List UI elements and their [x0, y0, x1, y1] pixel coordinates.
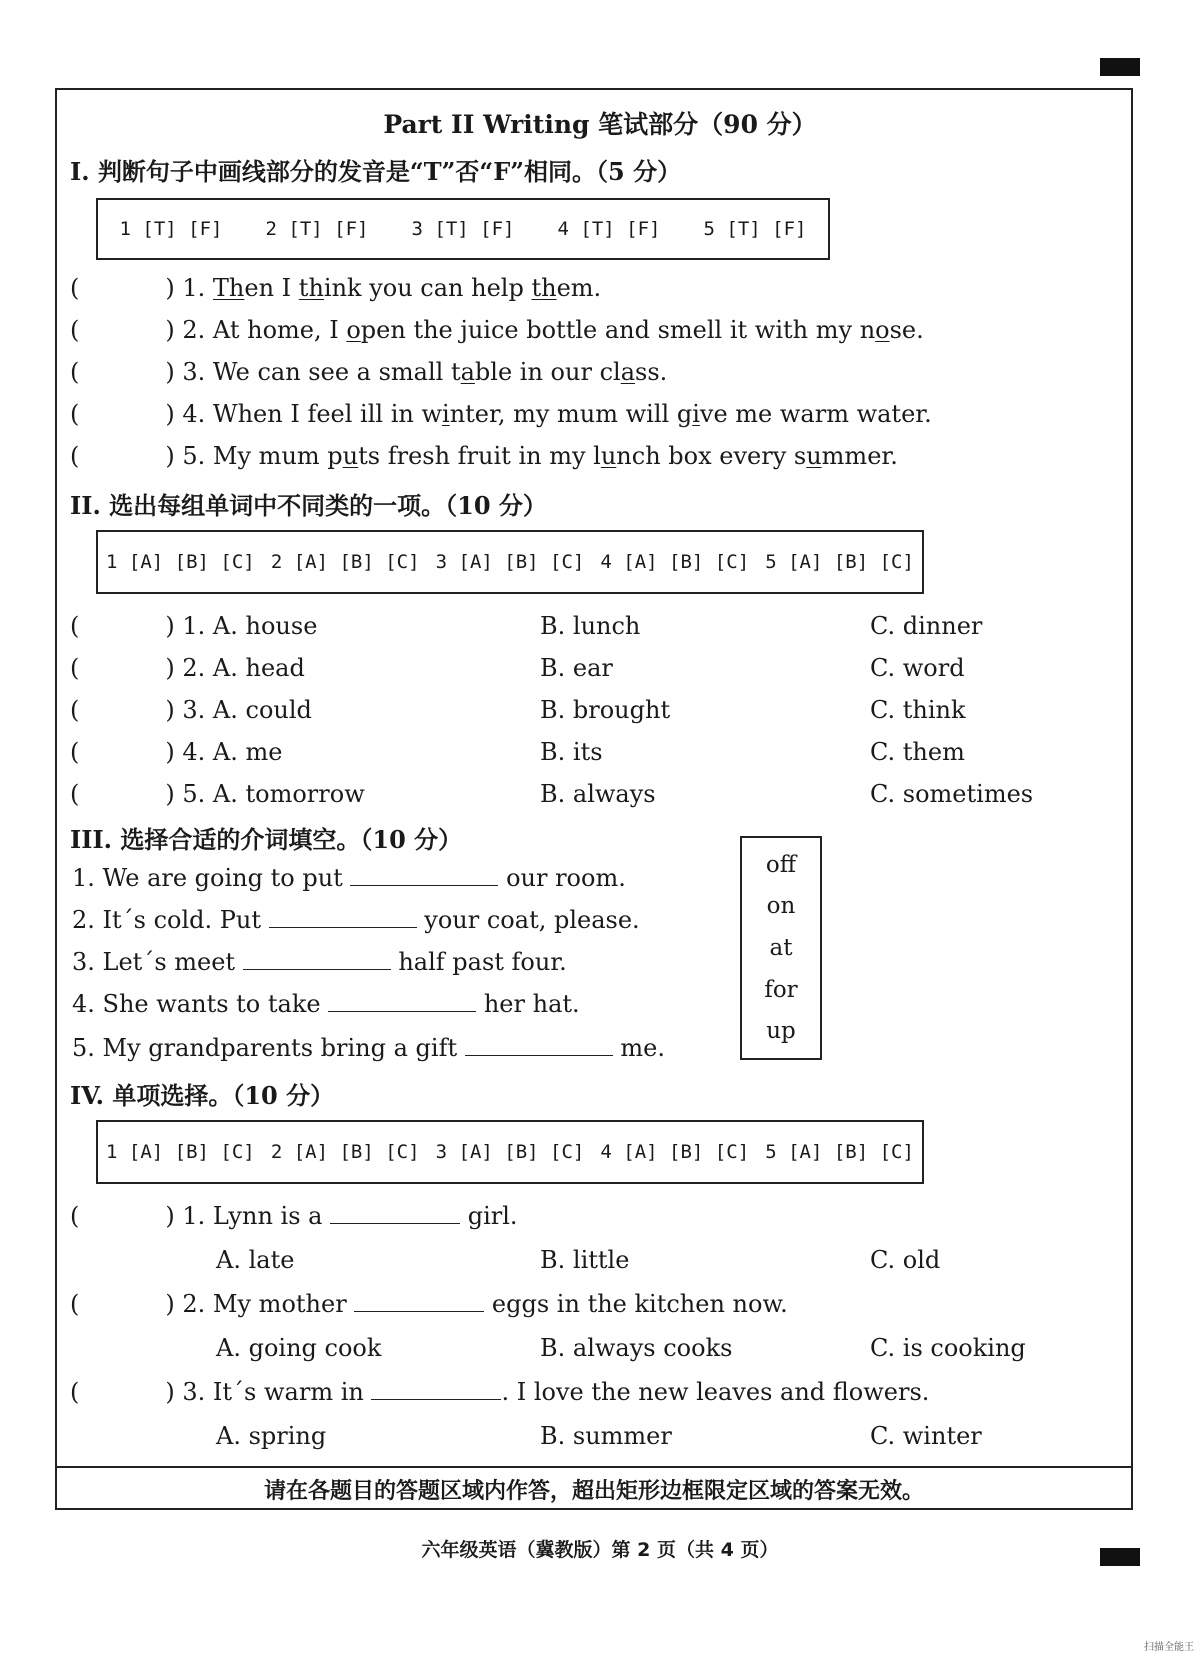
option-a: 4. A. me [182, 738, 283, 766]
option-b: B. always [540, 780, 656, 808]
question-number: 5. [182, 442, 213, 470]
answer-paren[interactable]: ( [70, 654, 80, 682]
word-option: for [764, 976, 798, 1003]
question-text: ts fresh fruit in my l [358, 442, 601, 470]
answer-bubble-group[interactable]: 3 [A] [B] [C] [435, 1141, 585, 1163]
option-c: C. think [870, 696, 966, 724]
question-text: her hat. [476, 990, 580, 1018]
question-text: ss. [635, 358, 668, 386]
section2-heading: II. 选出每组单词中不同类的一项。（10 分） [70, 491, 547, 520]
answer-paren-open[interactable]: ( [70, 316, 80, 344]
answer-paren-open[interactable]: ( [70, 442, 80, 470]
answer-paren-open[interactable]: ( [70, 274, 80, 302]
answer-paren-close: ) [165, 274, 175, 302]
question-text: ble in our cl [474, 358, 621, 386]
option-c: C. winter [870, 1422, 982, 1450]
question-row [70, 442, 1120, 470]
option-a: 1. A. house [182, 612, 318, 640]
underlined-sound: a [460, 358, 475, 386]
option-b: B. its [540, 738, 603, 766]
option-a: 5. A. tomorrow [182, 780, 365, 808]
question-row: ( ) 3. It´s warm in . I love the new leaves and flowers. [70, 1378, 930, 1406]
answer-bubble-group[interactable]: 2 [A] [B] [C] [270, 551, 420, 573]
section2-answer-sheet [96, 530, 924, 594]
underlined-sound: th [298, 274, 324, 302]
question-number: 2. [182, 316, 213, 344]
options-row [216, 1246, 1116, 1274]
option-a: 3. A. could [182, 696, 312, 724]
question-text: 2. It´s cold. Put [72, 906, 269, 934]
fill-in-row [72, 990, 580, 1018]
question-text: me. [612, 1034, 665, 1062]
fill-in-row [72, 948, 567, 976]
underlined-sound: o [875, 316, 890, 344]
option-b: B. always cooks [540, 1334, 733, 1362]
answer-blank[interactable] [330, 1203, 460, 1224]
question-text: We can see a small t [212, 358, 461, 386]
option-a: A. going cook [216, 1334, 382, 1362]
underlined-sound: th [531, 274, 557, 302]
underlined-sound: u [342, 442, 359, 470]
underlined-sound: o [346, 316, 361, 344]
question-text: My mum p [212, 442, 343, 470]
answer-bubble-group[interactable]: 5 [T] [F] [703, 218, 807, 240]
word-option: on [766, 893, 796, 920]
answer-bubble-group[interactable]: 2 [T] [F] [265, 218, 369, 240]
option-b: B. little [540, 1246, 630, 1274]
answer-blank[interactable] [243, 949, 391, 970]
answer-paren[interactable]: ( [70, 780, 80, 808]
word-option: at [769, 934, 793, 961]
question-text: mmer. [821, 442, 898, 470]
question-row [70, 400, 1120, 428]
question-number: 1. [182, 274, 213, 302]
fill-in-row [72, 1034, 665, 1062]
question-text: 1. Lynn is a [182, 1202, 331, 1230]
page-footer: 六年级英语（冀教版）第 2 页（共 4 页） [421, 1539, 779, 1561]
answer-bubble-group[interactable]: 1 [T] [F] [119, 218, 223, 240]
part-title: Part II Writing 笔试部分（90 分） [383, 110, 817, 139]
answer-blank[interactable] [328, 991, 476, 1012]
answer-bubble-group[interactable]: 4 [A] [B] [C] [600, 1141, 750, 1163]
question-row: ( ) 2. My mother eggs in the kitchen now. [70, 1290, 788, 1318]
underlined-sound: i [442, 400, 450, 428]
scanner-watermark: 扫描全能王 [1144, 1642, 1194, 1653]
answer-bubble-group[interactable]: 3 [T] [F] [411, 218, 515, 240]
answer-bubble-group[interactable]: 2 [A] [B] [C] [270, 1141, 420, 1163]
question-text: . I love the new leaves and flowers. [501, 1378, 930, 1406]
section1-heading: I. 判断句子中画线部分的发音是“T”否“F”相同。（5 分） [70, 157, 682, 186]
question-row [70, 358, 1120, 386]
option-c: C. sometimes [870, 780, 1034, 808]
answer-paren[interactable]: ( [70, 1202, 80, 1230]
option-b: B. summer [540, 1422, 672, 1450]
answer-paren-close: ) [165, 316, 175, 344]
option-b: B. lunch [540, 612, 641, 640]
question-text: en I [244, 274, 299, 302]
option-c: C. word [870, 654, 965, 682]
answer-paren-open[interactable]: ( [70, 400, 80, 428]
section3-heading: III. 选择合适的介词填空。（10 分） [70, 825, 463, 854]
preposition-word-box [740, 836, 822, 1060]
answer-paren-close: ) [165, 442, 175, 470]
options-row [216, 1422, 1116, 1450]
answer-blank[interactable] [350, 865, 498, 886]
answer-blank[interactable] [354, 1291, 484, 1312]
answer-bubble-group[interactable]: 4 [A] [B] [C] [600, 551, 750, 573]
option-a: 2. A. head [182, 654, 305, 682]
answer-paren[interactable]: ( [70, 612, 80, 640]
underlined-sound: u [806, 442, 822, 470]
answer-bubble-group[interactable]: 3 [A] [B] [C] [435, 551, 585, 573]
question-text: girl. [460, 1202, 518, 1230]
section4-answer-sheet [96, 1120, 924, 1184]
options-row [216, 1334, 1116, 1362]
question-text: When I feel ill in w [212, 400, 442, 428]
answer-paren[interactable]: ( [70, 1290, 80, 1318]
underlined-sound: a [620, 358, 635, 386]
question-text: ink you can help [323, 274, 532, 302]
question-text: nter, my mum will g [449, 400, 693, 428]
question-text: At home, I [212, 316, 347, 344]
question-text: 5. My grandparents bring a gift [72, 1034, 465, 1062]
answer-paren[interactable]: ( [70, 1378, 80, 1406]
question-text: pen the juice bottle and smell it with my n [360, 316, 876, 344]
question-row [70, 316, 1120, 344]
answer-bubble-group[interactable]: 5 [A] [B] [C] [765, 551, 914, 573]
option-b: B. brought [540, 696, 671, 724]
answer-paren[interactable]: ( [70, 738, 80, 766]
option-c: C. old [870, 1246, 941, 1274]
answer-bubble-group[interactable]: 1 [A] [B] [C] [106, 1141, 255, 1163]
option-c: C. them [870, 738, 965, 766]
question-text: 2. My mother [182, 1290, 355, 1318]
section4-heading: IV. 单项选择。（10 分） [70, 1081, 335, 1110]
registration-mark-top-right [1100, 58, 1140, 76]
word-option: up [766, 1018, 796, 1045]
answer-paren-open[interactable]: ( [70, 358, 80, 386]
answer-area-notice: 请在各题目的答题区域内作答，超出矩形边框限定区域的答案无效。 [55, 1466, 1133, 1510]
option-b: B. ear [540, 654, 613, 682]
answer-paren[interactable]: ( [70, 696, 80, 724]
option-c: C. is cooking [870, 1334, 1026, 1362]
question-row [70, 274, 1120, 302]
word-option: off [765, 851, 797, 878]
underlined-sound: u [600, 442, 617, 470]
question-text: eggs in the kitchen now. [484, 1290, 788, 1318]
question-text: em. [556, 274, 602, 302]
answer-blank[interactable] [371, 1379, 501, 1400]
question-row: ( ) 1. Lynn is a girl. [70, 1202, 518, 1230]
fill-in-row [72, 906, 640, 934]
answer-paren-close: ) [165, 358, 175, 386]
question-text: our room. [498, 864, 626, 892]
question-row: ( ) 1. A. house B. lunch C. dinner [70, 612, 983, 640]
question-text: nch box every s [616, 442, 807, 470]
question-row: ( ) 2. A. head B. ear C. word [70, 654, 965, 682]
section1-answer-sheet [96, 198, 830, 260]
underlined-sound: Th [212, 274, 245, 302]
question-row: ( ) 4. A. me B. its C. them [70, 738, 965, 766]
question-text: half past four. [390, 948, 567, 976]
question-text: 4. She wants to take [72, 990, 329, 1018]
question-text: your coat, please. [416, 906, 640, 934]
question-number: 3. [182, 358, 213, 386]
answer-paren-close: ) [165, 400, 175, 428]
question-text: 1. We are going to put [72, 864, 351, 892]
answer-bubble-group[interactable]: 1 [A] [B] [C] [106, 551, 255, 573]
option-a: A. spring [216, 1422, 327, 1450]
question-text: se. [889, 316, 924, 344]
question-text: ve me warm water. [699, 400, 932, 428]
answer-bubble-group[interactable]: 4 [T] [F] [557, 218, 661, 240]
option-a: A. late [216, 1246, 295, 1274]
question-number: 4. [182, 400, 213, 428]
answer-blank[interactable] [269, 907, 417, 928]
option-c: C. dinner [870, 612, 983, 640]
answer-blank[interactable] [465, 1035, 613, 1056]
answer-bubble-group[interactable]: 5 [A] [B] [C] [765, 1141, 914, 1163]
fill-in-row [72, 864, 626, 892]
underlined-sound: i [692, 400, 700, 428]
question-row: ( ) 5. A. tomorrow B. always C. sometimes [70, 780, 1034, 808]
question-row: ( ) 3. A. could B. brought C. think [70, 696, 966, 724]
question-text: 3. Let´s meet [72, 948, 243, 976]
question-text: 3. It´s warm in [182, 1378, 372, 1406]
